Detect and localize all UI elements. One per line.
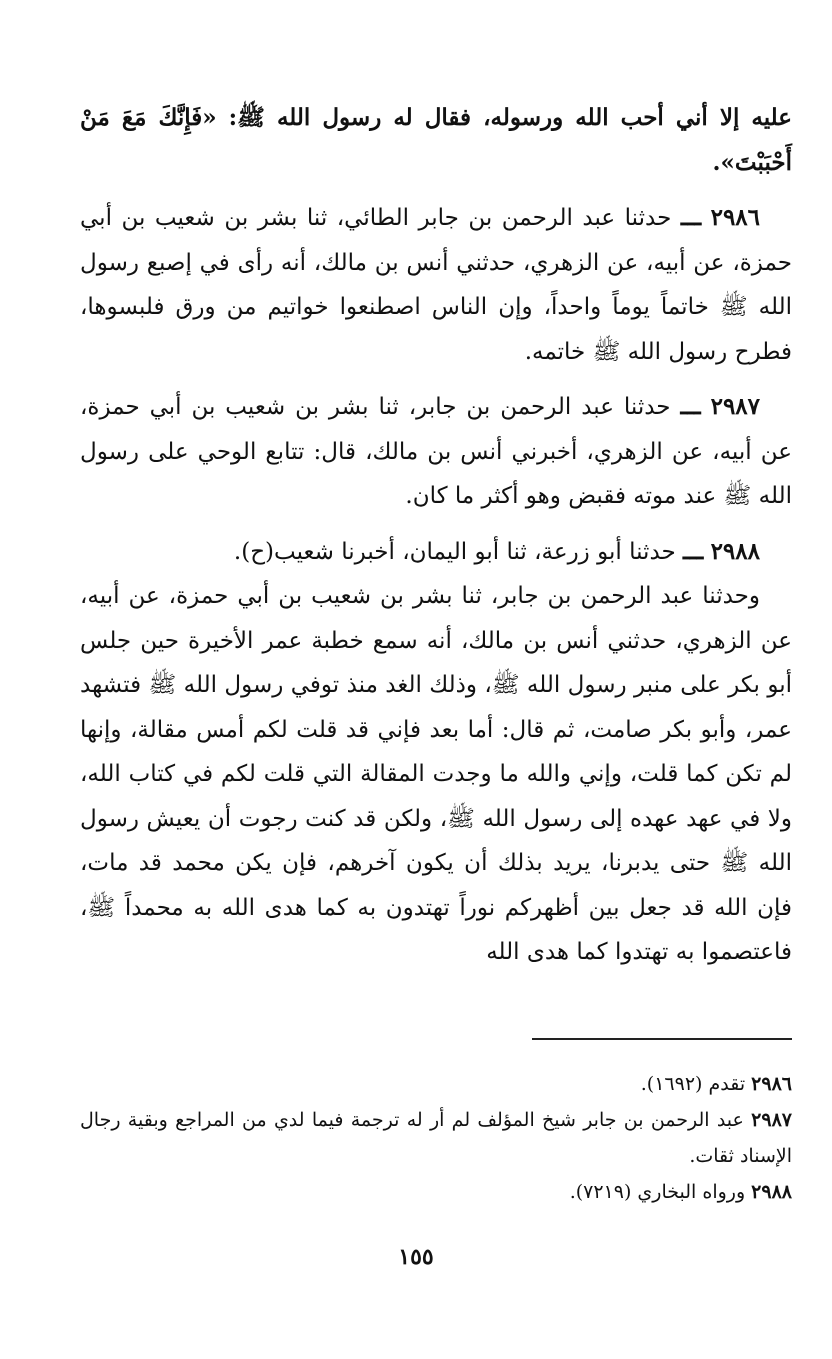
page-number: ١٥٥ (398, 1244, 434, 1270)
continuation-text: عليه إلا أني أحب الله ورسوله، فقال له رسول الله ﷺ: «فَإِنَّكَ مَعَ مَنْ أَحْبَبْتَ». (80, 104, 792, 176)
hadith-text: وحدثنا عبد الرحمن بن جابر، ثنا بشر بن شعيب بن أبي حمزة، عن أبيه، عن الزهري، حدثني أنس بن مالك، أنه سمع خطبة عمر الأخيرة حين جلس أبو بكر على منبر رسول الله ﷺ، وذلك الغد منذ توفي رسول الله ﷺ فتشهد عمر، وأبو بكر صامت، ثم قال: أما بعد فإني قد قلت لكم أمس مقالة، وإنها لم تكن كما قلت، وإني والله ما وجدت المقالة التي قلت لكم في كتاب الله، ولا في عهد عهده إلى رسول الله ﷺ، ولكن قد كنت رجوت أن يعيش رسول الله ﷺ حتى يدبرنا، يريد بذلك أن يكون آخرهم، فإن يكن محمد قد مات، فإن الله قد جعل بين أظهركم نوراً تهتدون به كما هدى الله به محمداً ﷺ، فاعتصموا به تهتدوا كما هدى الله (80, 583, 792, 965)
hadith-number: ٢٩٨٧ (710, 393, 761, 420)
hadith-text: حدثنا أبو زرعة، ثنا أبو اليمان، أخبرنا شعيب(ح). (233, 538, 676, 565)
hadith-2988 (80, 530, 792, 575)
hadith-2987 (80, 385, 792, 519)
hadith-2988-continuation (80, 574, 792, 975)
footnotes (80, 1066, 792, 1210)
hadith-dash: ـــ (680, 204, 702, 231)
footnote-text: تقدم (١٦٩٢). (640, 1073, 746, 1095)
hadith-2986 (80, 196, 792, 374)
footnote-number: ٢٩٨٨ (751, 1181, 792, 1203)
paragraph-continuation (80, 96, 792, 185)
hadith-number: ٢٩٨٦ (710, 204, 761, 231)
footnote (80, 1066, 792, 1102)
main-text (80, 96, 792, 975)
hadith-text: حدثنا عبد الرحمن بن جابر الطائي، ثنا بشر بن شعيب بن أبي حمزة، عن أبيه، عن الزهري، حدثني أنس بن مالك، أنه رأى في إصبع رسول الله ﷺ خاتماً يوماً واحداً، وإن الناس اصطنعوا خواتيم من ورق فلبسوها، فطرح رسول الله ﷺ خاتمه. (80, 205, 792, 365)
footnote-number: ٢٩٨٧ (751, 1109, 792, 1131)
footnote-number: ٢٩٨٦ (751, 1073, 792, 1095)
footnote (80, 1102, 792, 1174)
footnote (80, 1174, 792, 1210)
footnote-text: عبد الرحمن بن جابر شيخ المؤلف لم أر له ترجمة فيما لدي من المراجع وبقية رجال الإسناد ثقات. (80, 1109, 792, 1167)
hadith-dash: ـــ (683, 537, 704, 565)
hadith-text: حدثنا عبد الرحمن بن جابر، ثنا بشر بن شعيب بن أبي حمزة، عن أبيه، عن الزهري، أخبرني أنس بن مالك، قال: تتابع الوحي على رسول الله ﷺ عند موته فقبض وهو أكثر ما كان. (80, 394, 792, 509)
footnote-text: ورواه البخاري (٧٢١٩). (569, 1181, 746, 1203)
hadith-number: ٢٩٨٨ (710, 537, 760, 565)
hadith-dash: ـــ (680, 393, 701, 420)
footnote-divider (532, 1038, 792, 1040)
